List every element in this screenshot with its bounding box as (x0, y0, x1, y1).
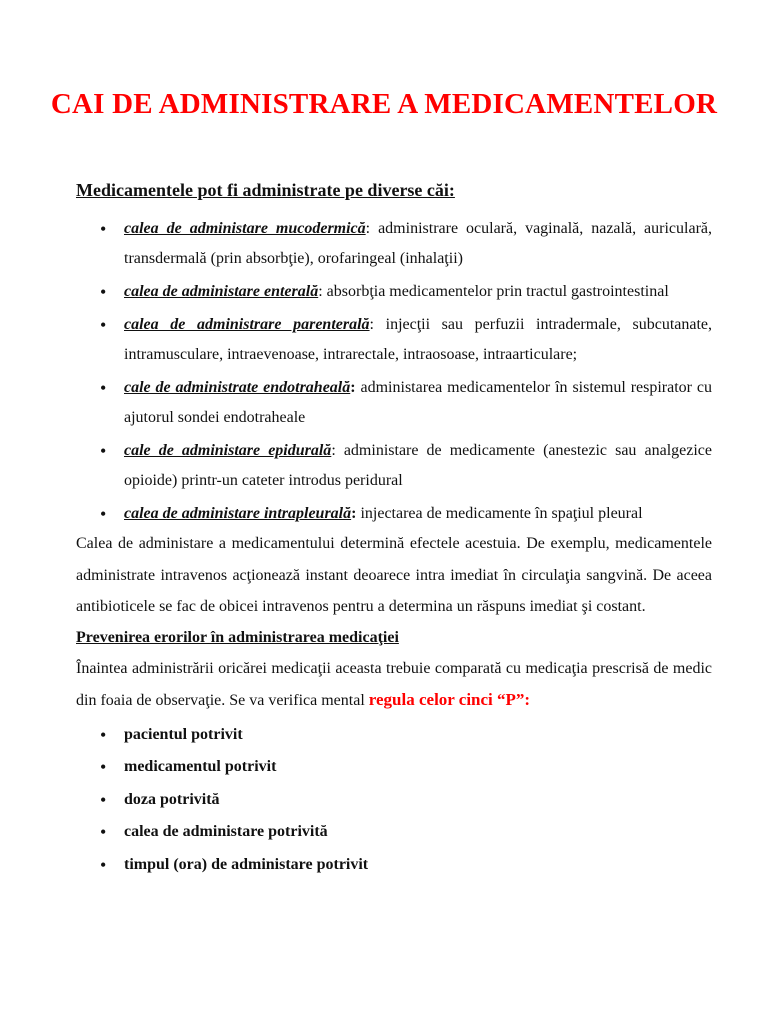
route-description: injectarea de medicamente în spaţiul pleural (360, 505, 643, 522)
intro-heading: Medicamentele pot fi administrate pe diverse căi: (76, 180, 455, 200)
five-p-rule-label: regula celor cinci “P”: (368, 690, 531, 709)
route-term: cale de administare epidurală (124, 442, 332, 459)
five-p-item: • doza potrivită (76, 784, 712, 817)
document-title: CAI DE ADMINISTRARE A MEDICAMENTELOR (50, 88, 718, 120)
five-p-item: • timpul (ora) de administare potrivit (76, 849, 712, 882)
effects-paragraph: Calea de administare a medicamentului determină efectele acestuia. De exemplu, medicamentele administrate intravenos acţionează instant deoarece intra imediat în circulaţia sangvină. De aceea antibioticele se fac de obicei intravenos pentru a determina un răspuns imediat şi costant. (76, 535, 712, 615)
route-separator: : (318, 283, 327, 300)
five-p-item: • calea de administare potrivită (76, 816, 712, 849)
route-description: administare de medicamente (anestezic sau analgezice opioide) printr-un cateter introdus peridural (124, 442, 712, 489)
five-p-item: • pacientul potrivit (76, 719, 712, 752)
route-term: calea de administrare parenterală (124, 316, 370, 333)
prevention-heading: Prevenirea erorilor în administrarea medicaţiei (76, 628, 399, 646)
prevention-text: Înaintea administrării oricărei medicaţii aceasta trebuie comparată cu medicaţia prescrisă de medic din foaia de observaţie. Se va verifica mental (76, 659, 712, 709)
route-item (76, 214, 712, 274)
route-item (76, 277, 712, 307)
route-separator: : (369, 316, 386, 333)
route-separator: : (351, 505, 361, 522)
route-separator: : (331, 442, 344, 459)
route-item (76, 310, 712, 370)
route-item (76, 373, 712, 433)
route-item (76, 436, 712, 496)
route-term: calea de administare mucodermică (124, 220, 366, 237)
five-p-list (76, 719, 712, 882)
route-description: injecţii sau perfuzii intradermale, subcutanate, intramusculare, intraevenoase, intrarectale, intraosoase, intraarticulare; (124, 316, 713, 363)
route-term: calea de administare enterală (124, 283, 319, 300)
document-body (76, 178, 712, 881)
prevention-paragraph (76, 653, 712, 717)
five-p-item: • medicamentul potrivit (76, 751, 712, 784)
route-description: administarea medicamentelor în sistemul respirator cu ajutorul sondei endotraheale (124, 379, 713, 426)
route-term: cale de administrate endotraheală (124, 379, 351, 396)
route-separator: : (350, 379, 361, 396)
route-term: calea de administare intrapleurală (124, 505, 352, 522)
route-description: absorbţia medicamentelor prin tractul gastrointestinal (326, 283, 669, 300)
routes-list (76, 214, 712, 529)
route-separator: : (365, 220, 379, 237)
route-item (76, 499, 712, 529)
route-description: administrare oculară, vaginală, nazală, auriculară, transdermală (prin absorbţie), orofaringeal (inhalaţii) (124, 220, 712, 267)
